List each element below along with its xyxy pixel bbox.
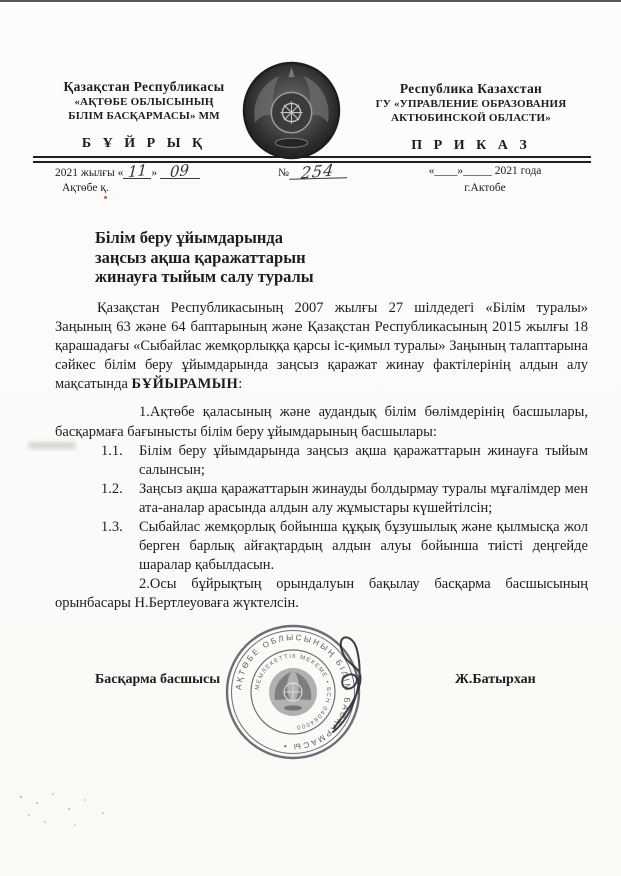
item-1-3-number: 1.3. [101,519,123,536]
stamp-inner-ring-text: МЕМЛЕКЕТТІК МЕКЕМЕ • БСН 04084000 [254,653,332,730]
handwritten-day: 11 [127,160,148,182]
item-2-text: Осы бұйрықтың орындалуын бақылау басқарма басшысының орынбасары Н.Бертлеуоваға жүктелсін. [55,576,588,612]
order-item-1 [55,403,588,441]
number-blank [289,160,347,183]
org-name-kk-line2: «АҚТӨБЕ ОБЛЫСЫНЫҢ [74,96,214,108]
item-1-1-text: Білім беру ұйымдарында заңсыз ақша қаражаттарын жинауға тыйым салынсын; [139,442,588,478]
header-right-russian [352,80,590,154]
scan-noise-speckles [14,788,16,790]
signer-name: Ж.Батырхан [455,672,536,687]
org-name-ru-line2: ГУ «УПРАВЛЕНИЕ ОБРАЗОВАНИЯ [375,98,567,110]
item-1-number: 1. [139,404,150,421]
date-kk-label: 2021 жылғы « [55,167,124,179]
scan-edge-artifact [0,0,621,2]
order-item-1-3 [101,518,588,575]
order-item-1-2 [101,480,588,518]
order-number [278,160,347,183]
date-kk-quote: » [151,167,158,179]
preamble-emphasis: БҰЙЫРАМЫН [131,376,239,393]
city-kk: Ақтөбе қ. [62,182,109,194]
signer-position-label: Басқарма басшысы [95,672,221,687]
item-2-number: 2. [139,576,150,593]
org-name-kk-line1: Қазақстан Республикасы [63,79,225,94]
item-1-3-text: Сыбайлас жемқорлық бойынша құқық бұзушылық және қылмысқа жол берген барлық айғақтардың алдын алуы бойынша тиісті деңгейде шаралар қабылдасын. [139,519,588,574]
city-ru: г.Актобе [464,182,506,194]
handwritten-month: 09 [170,160,190,182]
item-1-2-number: 1.2. [101,480,123,497]
stamp-outer-ring-text: АҚТӨБЕ ОБЛЫСЫНЫҢ БІЛІМ БАСҚАРМАСЫ • [233,632,353,752]
date-kk [55,160,200,182]
doc-type-ru: П Р И К А З [411,138,531,153]
order-title-line1: Білім беру ұйымдарында [95,228,284,247]
org-name-ru-line1: Республика Казахстан [399,81,543,96]
header-left-kazakh [48,78,240,152]
item-1-2-text: Заңсыз ақша қаражаттарын жинауды болдырмау туралы мұғалімдер мен ата-аналар арасында алдын алу жұмыстары күшейтілсін; [139,480,588,516]
scan-red-speck-artifact [104,196,107,199]
org-name-kk-line3: БІЛІМ БАСҚАРМАСЫ» ММ [68,110,220,122]
kazakhstan-emblem-icon [241,60,342,161]
date-ru: «____»_____ 2021 года [428,165,542,177]
date-month-blank [160,160,200,182]
order-title [95,228,314,287]
item-1-1-number: 1.1. [101,442,123,459]
doc-type-kk: Б Ұ Й Р Ы Қ [81,136,207,151]
date-day-blank [123,160,151,182]
item-1-text: Ақтөбе қаласының және аудандық білім бөлімдерінің басшылары, басқармаға бағынысты білім беру ұйымдарының басшылары: [55,404,588,440]
order-item-1-1 [101,442,588,480]
handwritten-number: 254 [300,160,336,183]
stamp-center-emblem [269,668,317,716]
order-item-2 [55,575,588,613]
preamble-colon: : [238,376,243,393]
number-sign: № [278,167,289,179]
preamble-paragraph [55,299,588,394]
order-body [55,299,588,614]
order-title-line2: заңсыз ақша қаражаттарын [95,247,306,267]
scan-smudge-artifact [28,442,76,449]
order-title-line3: жинауға тыйым салу туралы [95,267,314,286]
order-items-list [55,403,588,613]
org-name-ru-line3: АКТЮБИНСКОЙ ОБЛАСТИ» [390,112,552,124]
official-round-stamp [215,620,385,775]
preamble-text: Қазақстан Республикасының 2007 жылғы 27 шілдедегі «Білім туралы» Заңының 63 және 64 баптарының және Қазақстан Республикасының 2015 жылғы 18 қарашадағы «Сыбайлас жемқорлыққа қарсы іс-қимыл туралы» Заңының талаптарына сәйкес білім беру ұйымдарында заңсыз қаражат жинау фактілерінің алдын алу мақсатында [55,300,588,393]
